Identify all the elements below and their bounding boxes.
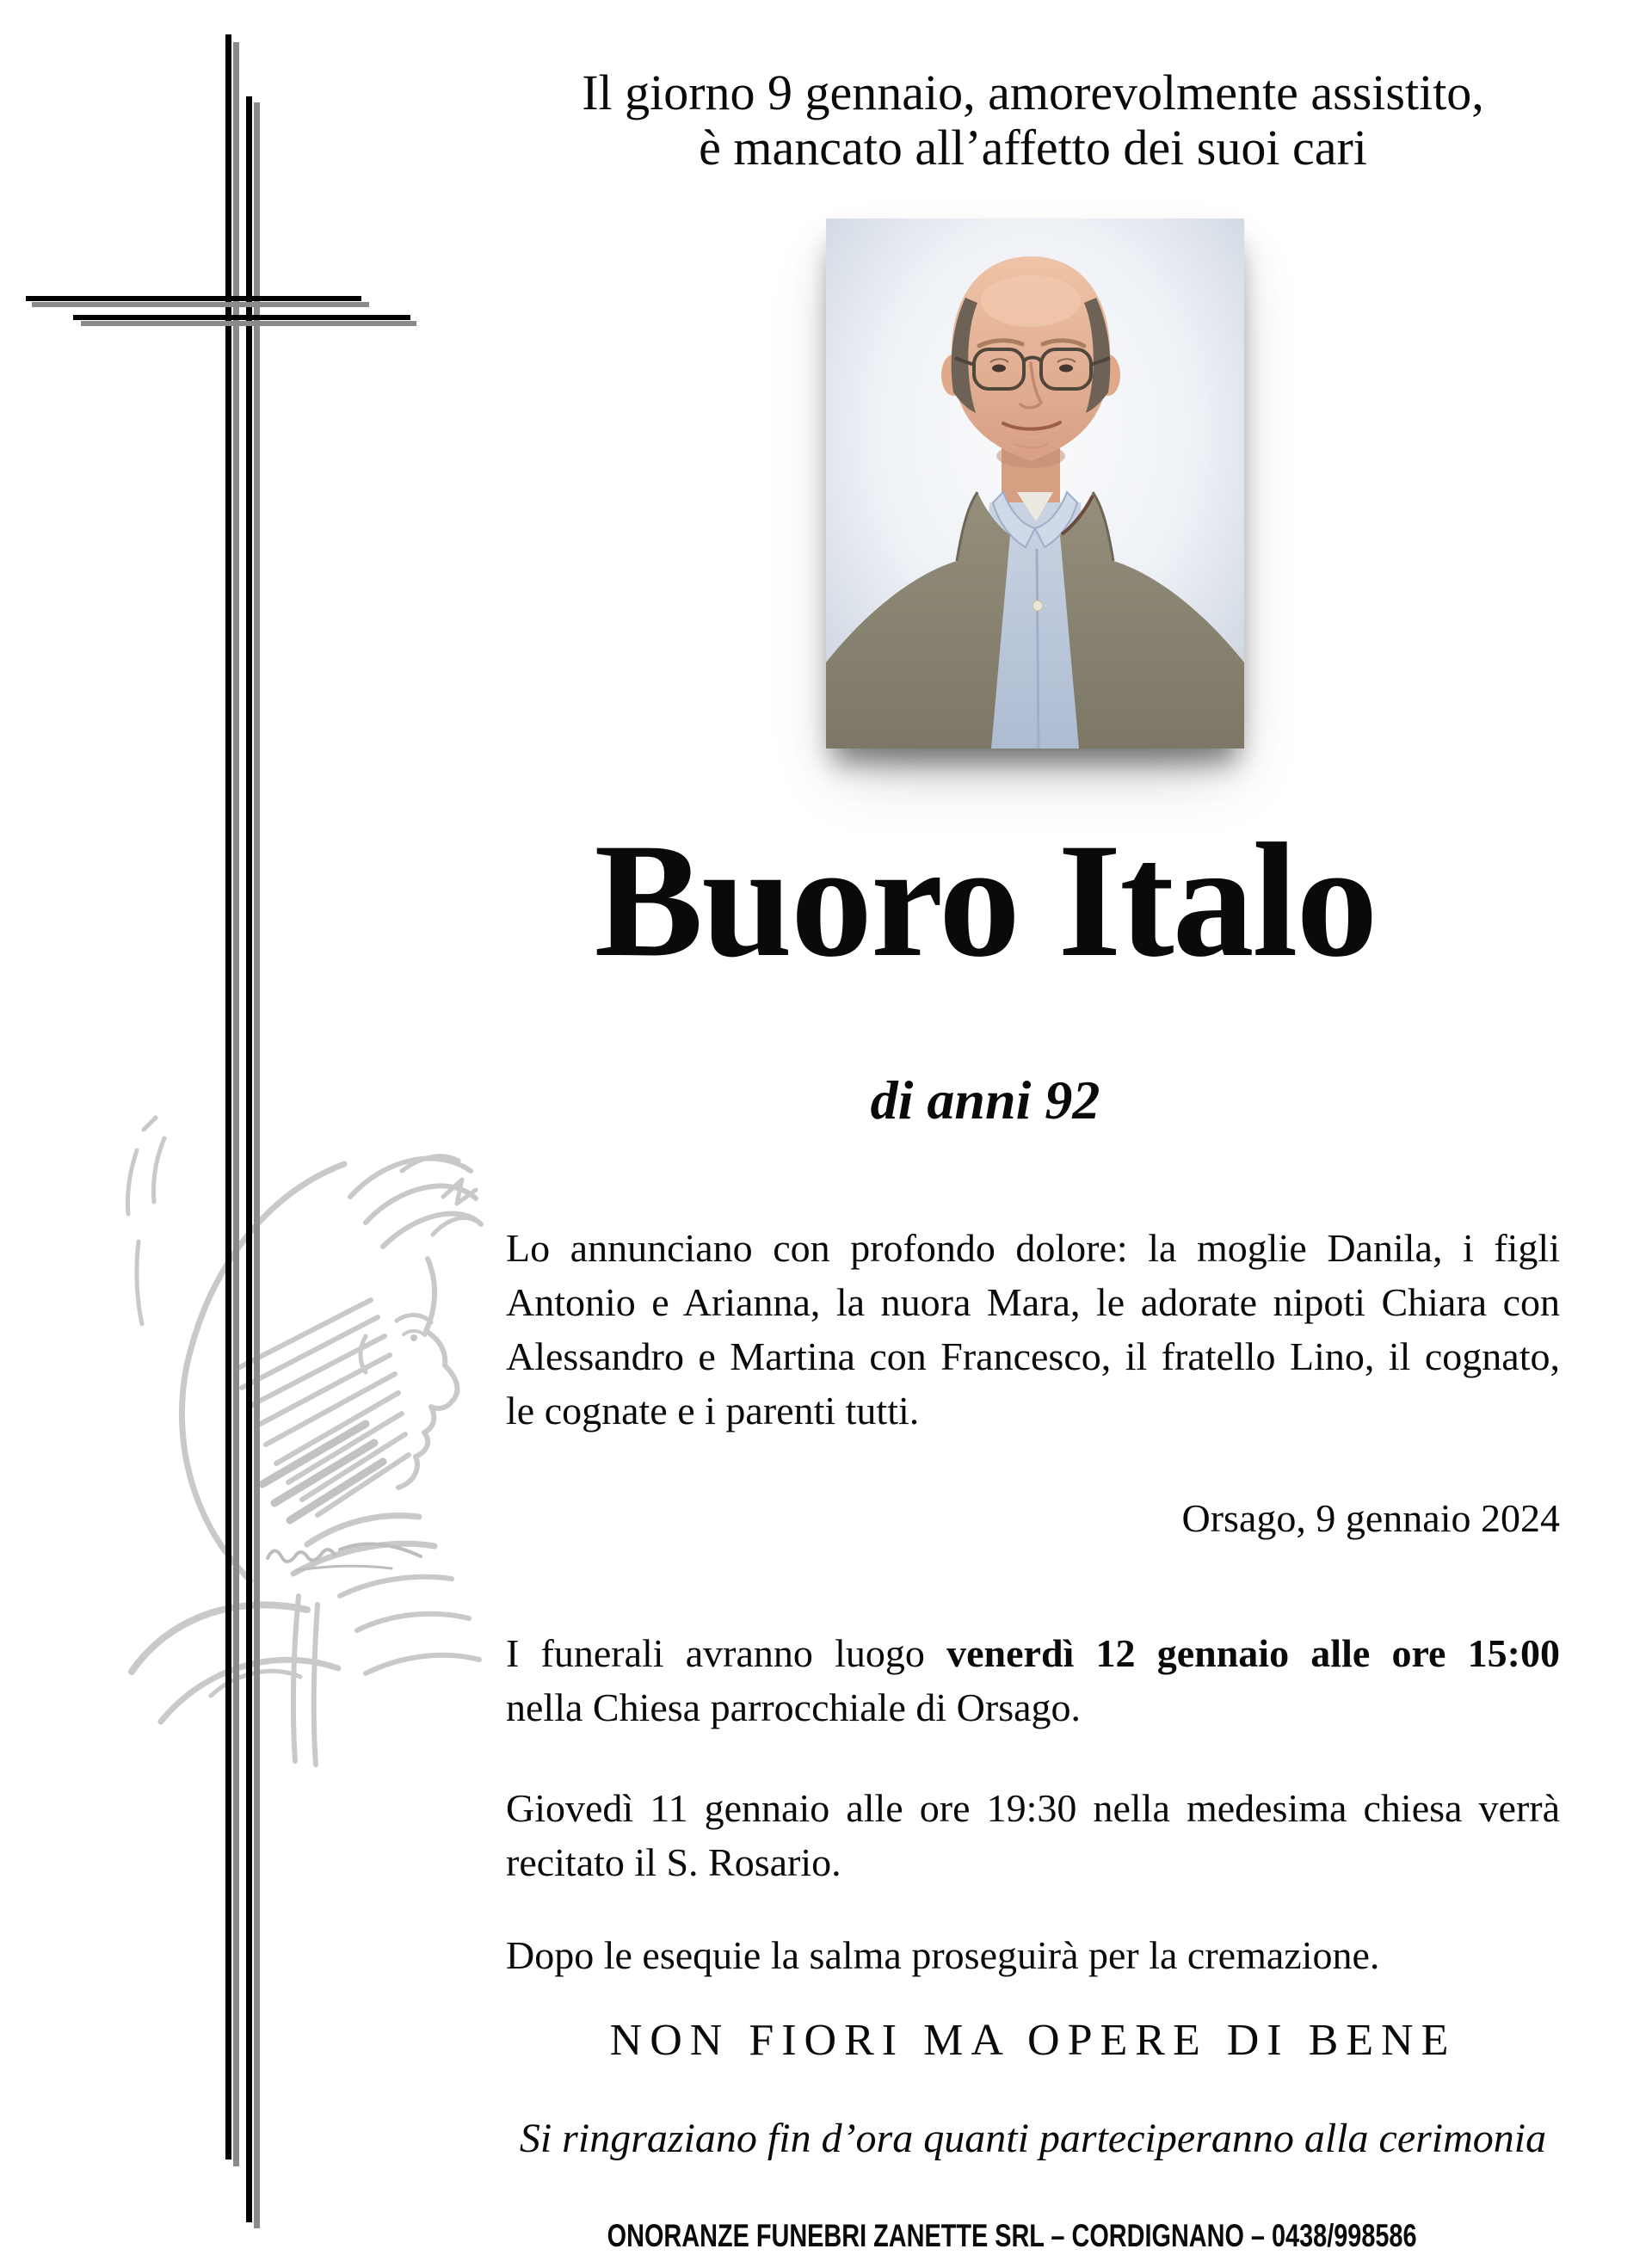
rosary-paragraph [506,1781,1560,1889]
deceased-name: Buoro Italo [594,810,1377,991]
rosary-line: recitato il S. Rosario. [506,1840,841,1884]
thanks-line: Si ringraziano fin d’ora quanti parteciperanno alla cerimonia [519,2116,1547,2161]
funeral-home-text: ONORANZE FUNEBRI ZANETTE SRL – CORDIGNANO – 0438/998586 [607,2218,1417,2253]
funeral-line: nella Chiesa parrocchiale di Orsago. [506,1685,1082,1729]
announcement-line: Alessandro e Martina con Francesco, il fratello Lino, il cognato, [506,1334,1560,1378]
funeral-paragraph [506,1626,1560,1734]
funeral-datetime-bold: venerdì 12 gennaio alle ore 15:00 [946,1631,1560,1675]
rosary-line: Giovedì 11 gennaio alle ore 19:30 nella medesima chiesa verrà [506,1786,1560,1830]
age-line: di anni 92 [870,1069,1100,1131]
deceased-portrait-photo [826,219,1244,749]
announcement-paragraph [506,1221,1560,1438]
announcement-line: Antonio e Arianna, la nuora Mara, le adorate nipoti Chiara con [506,1280,1560,1324]
funeral-home-footer [372,2218,1652,2254]
opening-line-2: è mancato all’affetto dei suoi cari [699,120,1367,176]
opening-lines [506,65,1560,176]
place-date-line: Orsago, 9 gennaio 2024 [1181,1496,1560,1540]
no-flowers-line: NON FIORI MA OPERE DI BENE [609,2016,1457,2065]
funeral-text: I funerali avranno luogo [506,1631,947,1675]
portrait-illustration [826,219,1244,749]
announcement-line: le cognate e i parenti tutti. [506,1389,920,1432]
funeral-line [506,1626,1560,1680]
cremation-line: Dopo le esequie la salma proseguirà per la cremazione. [506,1933,1380,1977]
announcement-line: Lo annunciano con profondo dolore: la moglie Danila, i figli [506,1226,1560,1270]
opening-line-1: Il giorno 9 gennaio, amorevolmente assistito, [582,65,1484,120]
